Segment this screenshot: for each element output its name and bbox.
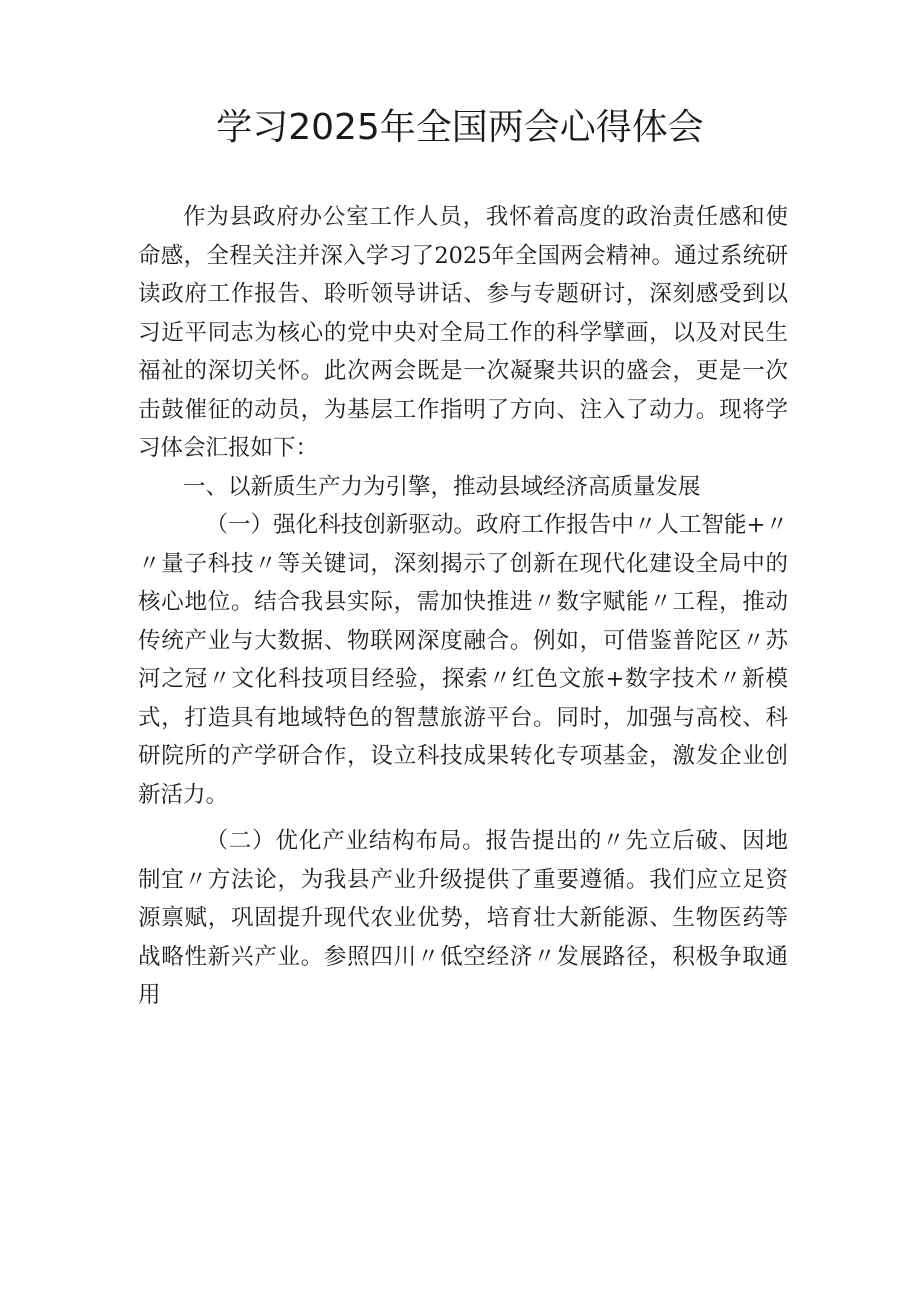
subsection-paragraph-2: （二）优化产业结构布局。报告提出的〃先立后破、因地制宜〃方法论，为我县产业升级提供了重要遵循。我们应立足资源禀赋，巩固提升现代农业优势，培育壮大新能源、生物医药等战略性新兴产业。参照四川〃低空经济〃发展路径，积极争取通用	[138, 828, 788, 1008]
document-title: 学习2025年全国两会心得体会	[216, 107, 704, 148]
document-body	[138, 198, 788, 1015]
intro-paragraph: 作为县政府办公室工作人员，我怀着高度的政治责任感和使命感，全程关注并深入学习了2025年全国两会精神。通过系统研读政府工作报告、聆听领导讲话、参与专题研讨，深刻感受到以习近平同志为核心的党中央对全局工作的科学擘画，以及对民生福祉的深切关怀。此次两会既是一次凝聚共识的盛会，更是一次击鼓催征的动员，为基层工作指明了方向、注入了动力。现将学习体会汇报如下：	[138, 204, 788, 461]
section-heading-1: 一、以新质生产力为引擎，推动县域经济高质量发展	[183, 473, 701, 500]
subsection-paragraph-1: （一）强化科技创新驱动。政府工作报告中〃人工智能+〃〃量子科技〃等关键词，深刻揭示了创新在现代化建设全局中的核心地位。结合我县实际，需加快推进〃数字赋能〃工程，推动传统产业与大数据、物联网深度融合。例如，可借鉴普陀区〃苏河之冠〃文化科技项目经验，探索〃红色文旅+数字技术〃新模式，打造具有地域特色的智慧旅游平台。同时，加强与高校、科研院所的产学研合作，设立科技成果转化专项基金，激发企业创新活力。	[138, 512, 788, 808]
